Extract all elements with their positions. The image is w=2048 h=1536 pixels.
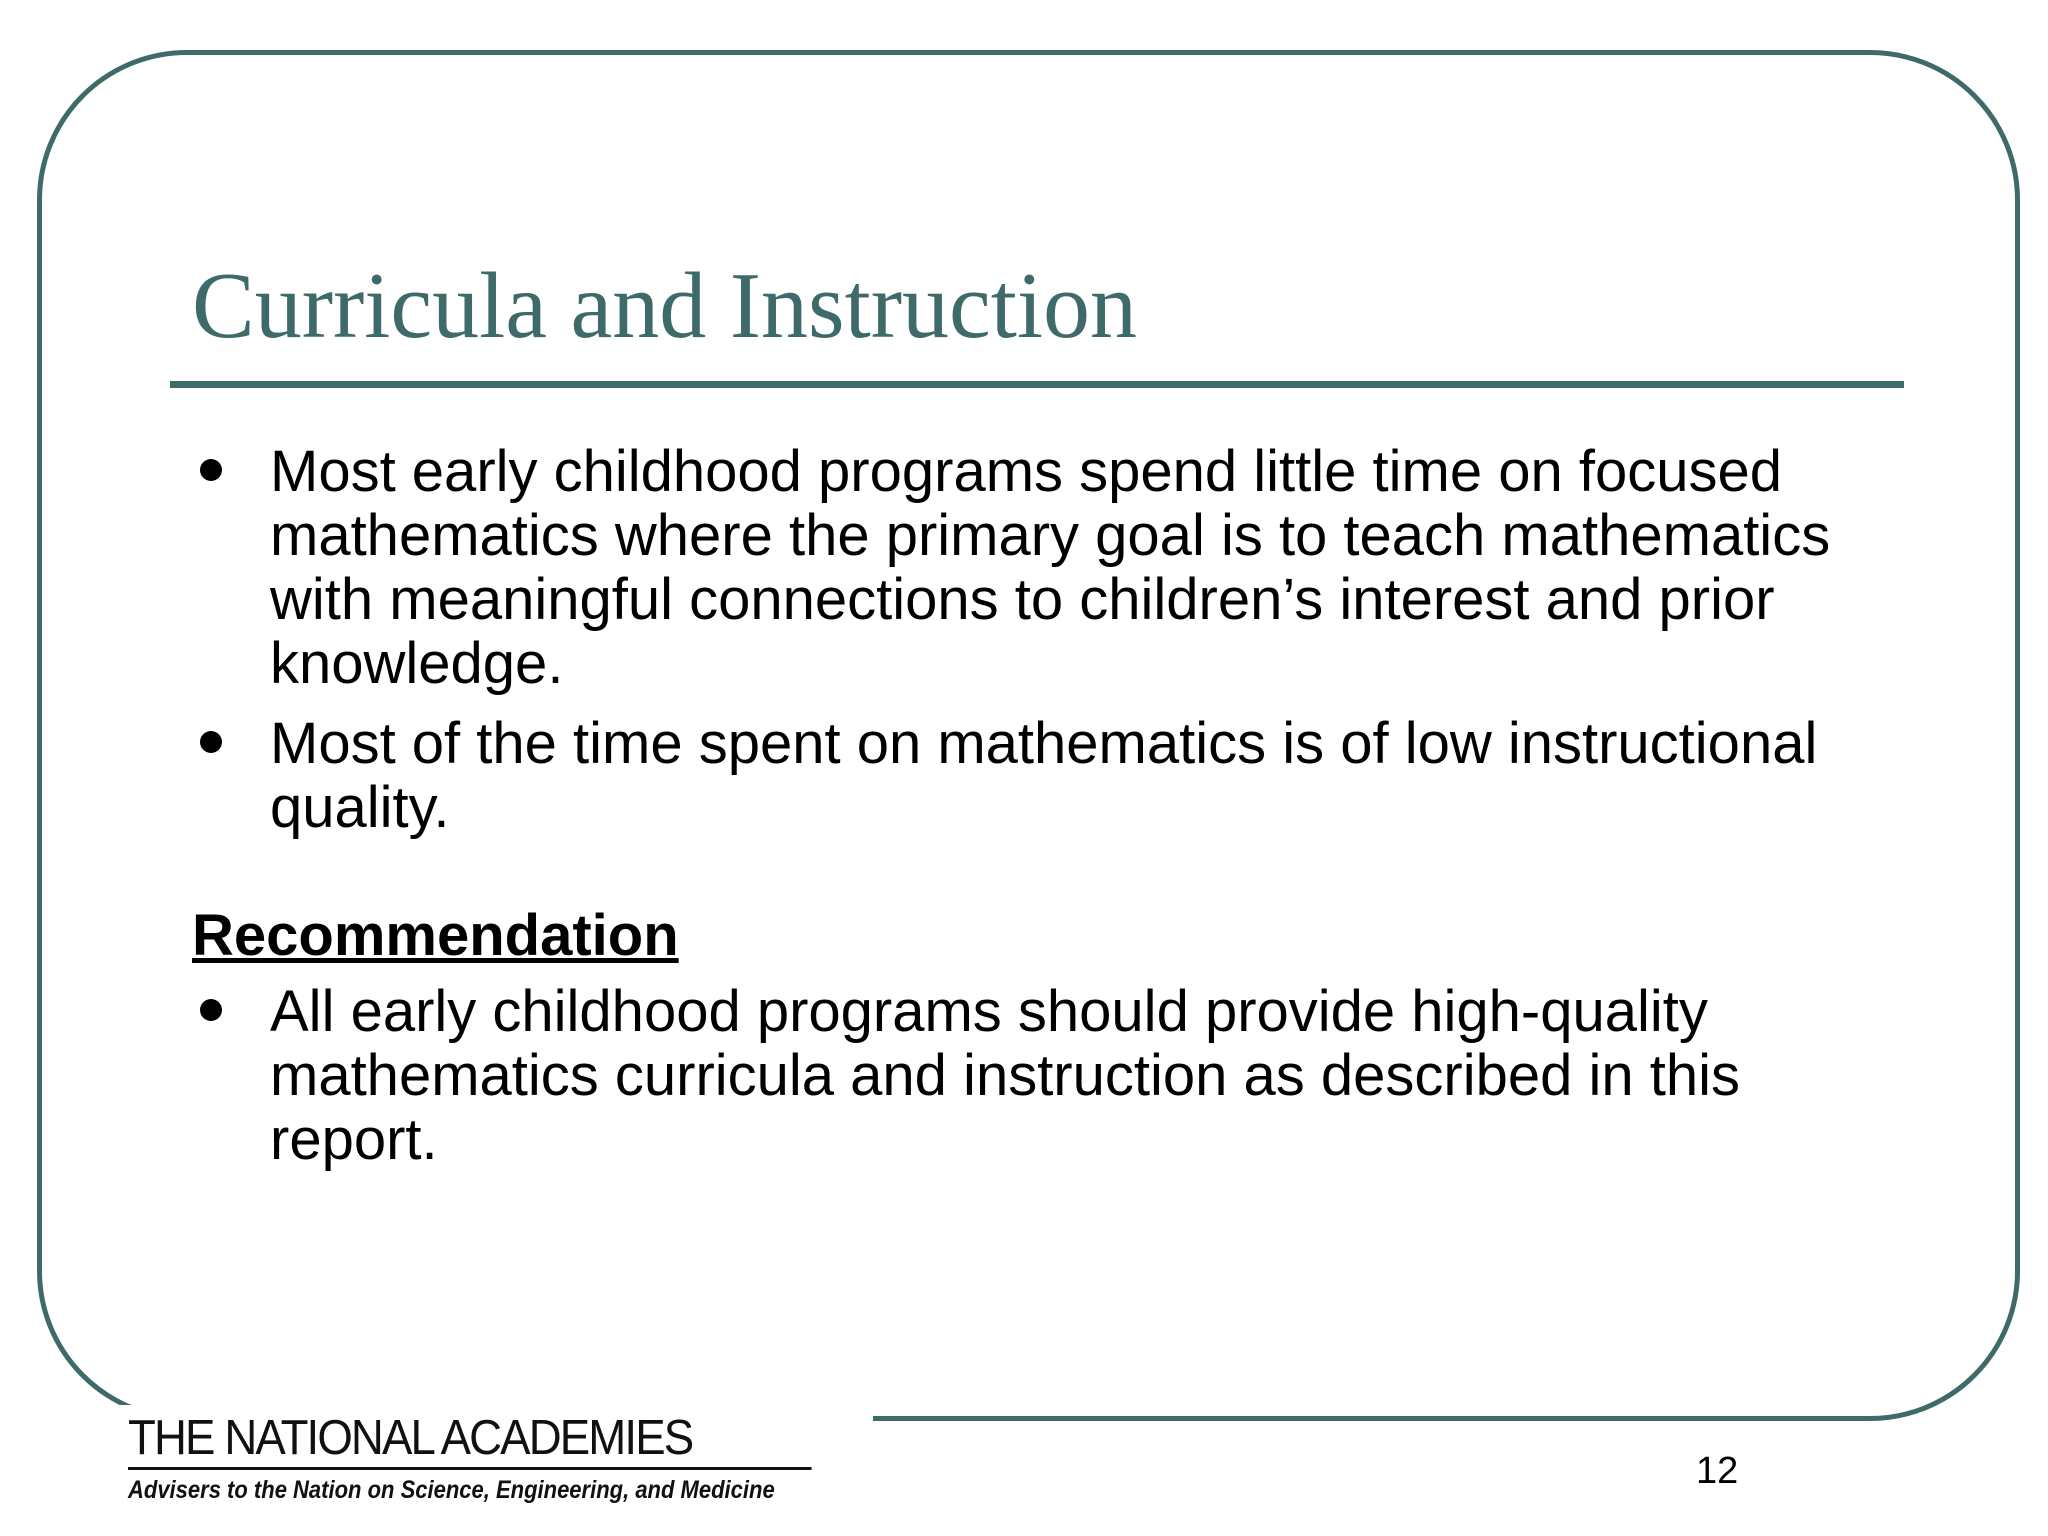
logo-tagline: Advisers to the Nation on Science, Engineering, and Medicine xyxy=(128,1476,775,1504)
bullet-dot-icon xyxy=(200,459,222,481)
bullet-text: All early childhood programs should provide high-quality mathematics curricula and instruction as described in this report. xyxy=(270,979,1740,1172)
bullet-item xyxy=(192,980,1892,1172)
page-number: 12 xyxy=(1696,1450,1739,1492)
bullet-dot-icon xyxy=(200,999,222,1021)
bullet-item xyxy=(192,440,1892,696)
logo-title: THE NATIONAL ACADEMIES xyxy=(128,1411,811,1470)
national-academies-logo xyxy=(118,1405,873,1514)
slide-content xyxy=(192,440,1892,1188)
bullet-dot-icon xyxy=(200,731,222,753)
bullet-text: Most of the time spent on mathematics is of low instructional quality. xyxy=(270,711,1818,840)
recommendation-heading: Recommendation xyxy=(192,903,679,968)
recommendation-list xyxy=(192,980,1892,1172)
slide-title: Curricula and Instruction xyxy=(192,254,1137,358)
bullet-item xyxy=(192,712,1892,840)
findings-list xyxy=(192,440,1892,840)
title-divider xyxy=(170,381,1904,388)
bullet-text: Most early childhood programs spend little time on focused mathematics where the primary goal is to teach mathematics with meaningful connections to children’s interest and prior knowledge. xyxy=(270,439,1831,696)
